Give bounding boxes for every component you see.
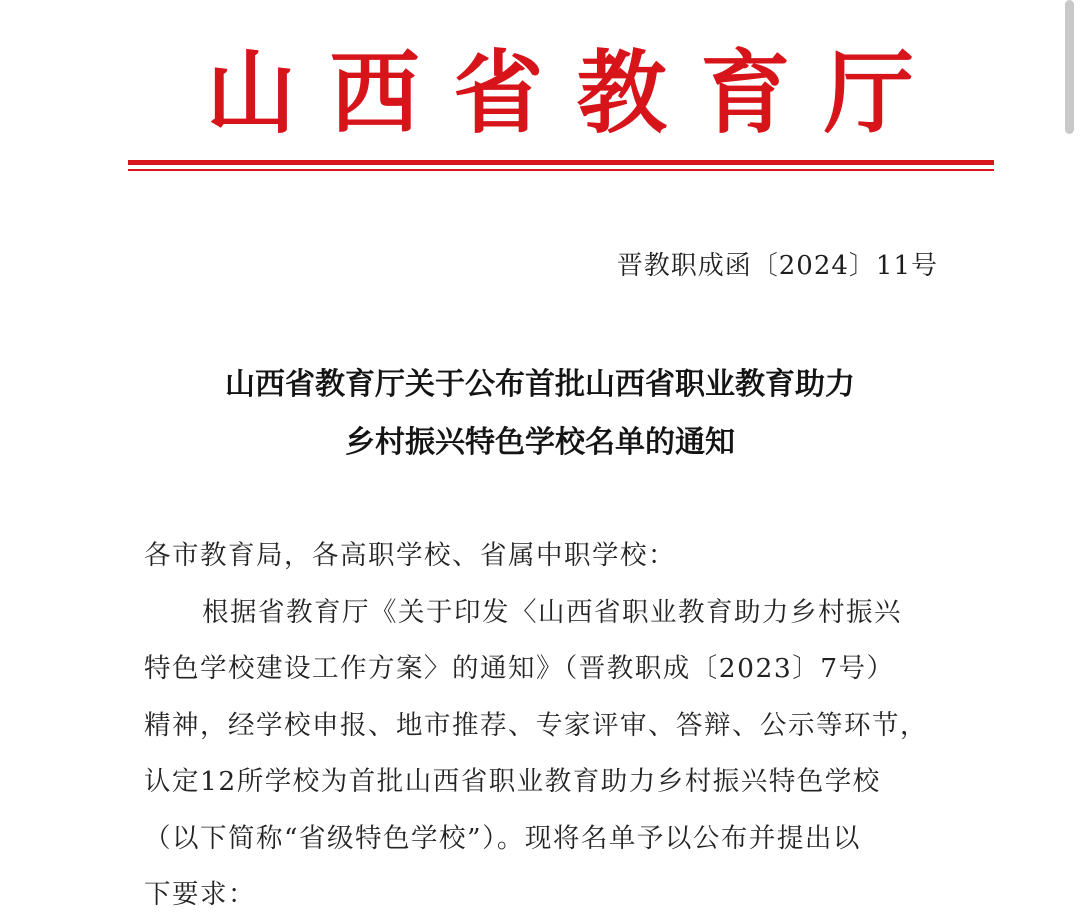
letterhead-rule-thick: [128, 160, 994, 165]
document-body: [144, 528, 944, 923]
body-line: 认定12所学校为首批山西省职业教育助力乡村振兴特色学校: [144, 766, 881, 797]
letterhead-char: 西: [329, 41, 420, 146]
document-title: [0, 356, 1080, 472]
title-line: 乡村振兴特色学校名单的通知: [345, 425, 735, 460]
letterhead-char: 省: [453, 41, 544, 146]
document-number: 晋教职成函〔2024〕11号: [616, 251, 938, 281]
vertical-scrollbar[interactable]: [1065, 0, 1074, 134]
letterhead-char: 教: [576, 41, 667, 146]
salutation: 各市教育局，各高职学校、省属中职学校：: [144, 540, 676, 571]
body-line: 根据省教育厅《关于印发〈山西省职业教育助力乡村振兴: [202, 596, 902, 628]
letterhead-char: 育: [700, 41, 791, 146]
body-line: 精神，经学校申报、地市推荐、专家评审、答辩、公示等环节，: [144, 709, 928, 741]
letterhead: [128, 41, 994, 146]
body-line: 下要求：: [144, 879, 256, 910]
body-line: 特色学校建设工作方案〉的通知》（晋教职成〔2023〕7号）: [144, 653, 895, 684]
letterhead-rule-thin: [128, 169, 994, 171]
body-line: （以下简称“省级特色学校”）。现将名单予以公布并提出以: [144, 822, 861, 854]
title-line: 山西省教育厅关于公布首批山西省职业教育助力: [225, 367, 855, 402]
letterhead-char: 山: [206, 41, 296, 146]
letterhead-char: 厅: [823, 41, 914, 146]
